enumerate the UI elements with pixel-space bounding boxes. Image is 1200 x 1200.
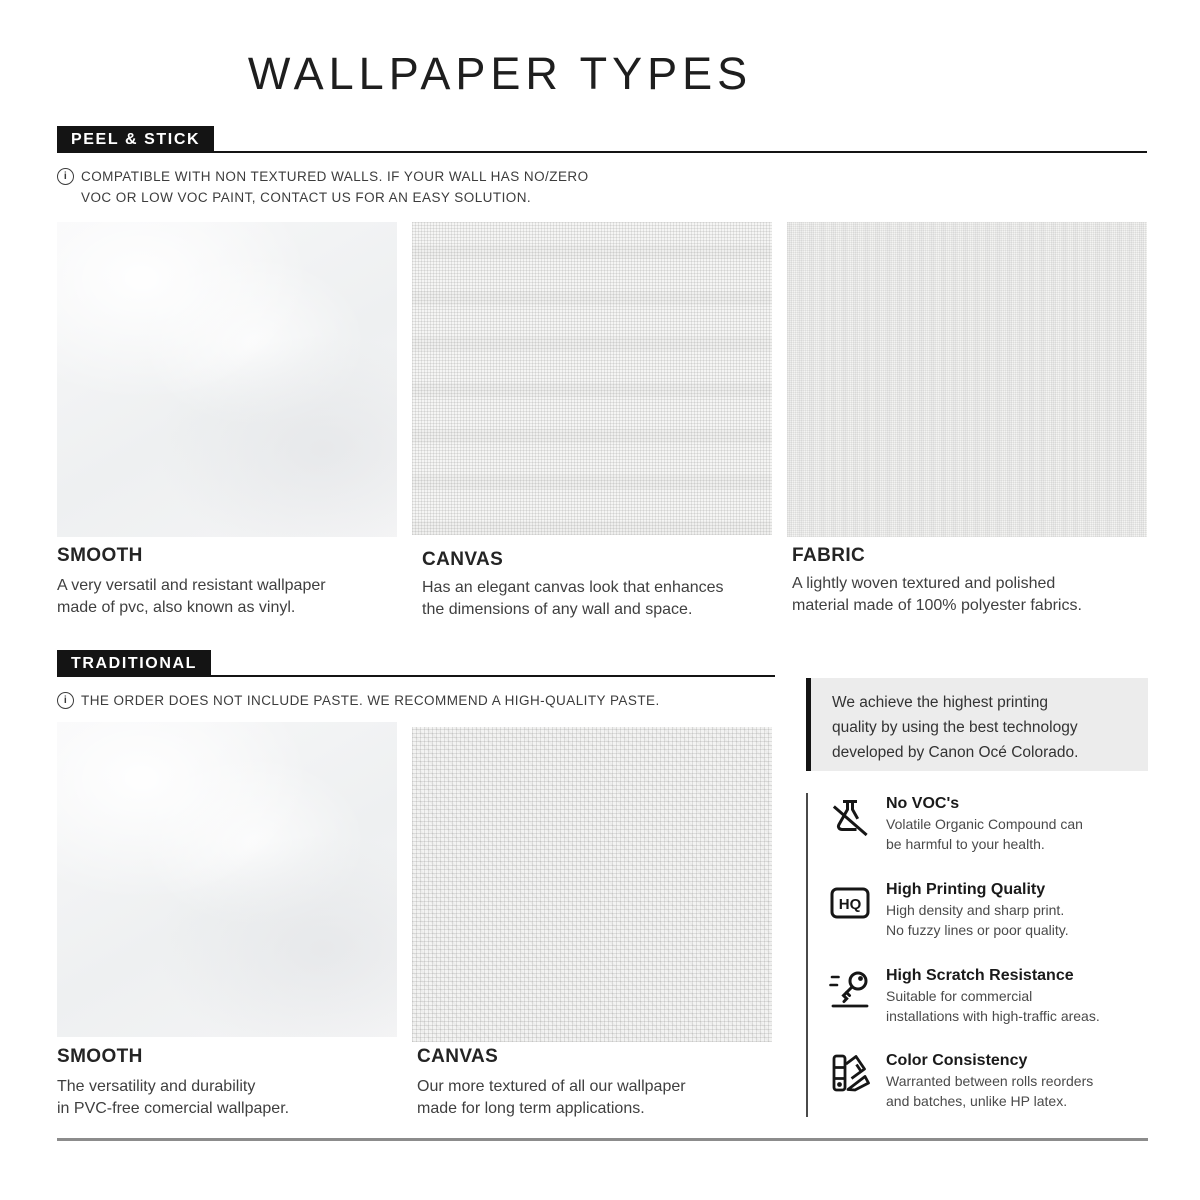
feature-text [886, 965, 1100, 1026]
info-icon: i [57, 692, 74, 709]
swatch-peel-canvas [412, 222, 772, 535]
desc-line: made for long term applications. [417, 1100, 645, 1117]
desc-line: material made of 100% polyester fabrics. [792, 597, 1082, 614]
peel-stick-divider [57, 151, 1147, 153]
quote-line: quality by using the best technology [832, 719, 1078, 736]
swatch-peel-fabric [787, 222, 1147, 537]
feature-desc [886, 986, 1100, 1026]
desc-line: A lightly woven textured and polished [792, 575, 1056, 592]
desc-line: A very versatil and resistant wallpaper [57, 577, 326, 594]
quote-line: developed by Canon Océ Colorado. [832, 744, 1079, 761]
feature-desc [886, 900, 1069, 940]
desc-line: No fuzzy lines or poor quality. [886, 922, 1069, 938]
swatch-label-fabric: FABRIC [792, 545, 866, 566]
features-vertical-rule [806, 793, 808, 1117]
desc-line: Suitable for commercial [886, 988, 1033, 1004]
bottom-divider [57, 1138, 1148, 1141]
desc-line: and batches, unlike HP latex. [886, 1093, 1068, 1109]
desc-line: Our more textured of all our wallpaper [417, 1078, 686, 1095]
no-voc-flask-icon [828, 794, 874, 840]
swatch-label-canvas-2: CANVAS [417, 1046, 499, 1067]
desc-line: the dimensions of any wall and space. [422, 601, 693, 618]
traditional-section-label: TRADITIONAL [57, 650, 211, 677]
swatch-label-smooth: SMOOTH [57, 545, 143, 566]
peel-stick-section-label: PEEL & STICK [57, 126, 214, 153]
scratched-key-icon [828, 966, 874, 1012]
swatch-label-smooth-2: SMOOTH [57, 1046, 143, 1067]
swatch-traditional-smooth [57, 722, 397, 1037]
hq-badge-icon [828, 880, 874, 926]
note-text [81, 166, 589, 208]
quote-line: We achieve the highest printing [832, 694, 1048, 711]
feature-title: High Scratch Resistance [886, 967, 1074, 984]
peel-stick-note [57, 166, 677, 208]
svg-text:HQ: HQ [838, 896, 862, 913]
info-icon: i [57, 168, 74, 185]
swatch-desc-smooth [57, 575, 326, 619]
feature-no-voc [828, 793, 1158, 854]
swatch-label-canvas: CANVAS [422, 549, 504, 570]
desc-line: be harmful to your health. [886, 836, 1045, 852]
feature-text [886, 879, 1069, 940]
feature-text [886, 793, 1083, 854]
feature-title: No VOC's [886, 795, 960, 812]
page-title: WALLPAPER TYPES [247, 48, 753, 99]
swatch-desc-canvas [422, 577, 724, 621]
swatch-desc-canvas-2 [417, 1076, 686, 1120]
feature-text [886, 1050, 1093, 1111]
note-line: COMPATIBLE WITH NON TEXTURED WALLS. IF YOUR WALL HAS NO/ZERO [81, 169, 589, 184]
desc-line: in PVC-free comercial wallpaper. [57, 1100, 290, 1117]
note-text: THE ORDER DOES NOT INCLUDE PASTE. WE RECOMMEND A HIGH-QUALITY PASTE. [81, 693, 660, 708]
feature-title: High Printing Quality [886, 881, 1046, 898]
feature-desc [886, 1071, 1093, 1111]
desc-line: The versatility and durability [57, 1078, 256, 1095]
feature-desc [886, 814, 1083, 854]
note-line: VOC OR LOW VOC PAINT, CONTACT US FOR AN EASY SOLUTION. [81, 190, 532, 205]
desc-line: installations with high-traffic areas. [886, 1008, 1100, 1024]
desc-line: made of pvc, also known as vinyl. [57, 599, 296, 616]
printing-quality-quote [806, 678, 1148, 771]
desc-line: Warranted between rolls reorders [886, 1073, 1094, 1089]
swatch-traditional-canvas [412, 727, 772, 1042]
desc-line: High density and sharp print. [886, 902, 1065, 918]
swatch-desc-smooth-2 [57, 1076, 289, 1120]
feature-high-scratch-resistance [828, 965, 1158, 1026]
feature-title: Color Consistency [886, 1052, 1028, 1069]
desc-line: Has an elegant canvas look that enhances [422, 579, 724, 596]
traditional-note [57, 690, 757, 711]
swatch-desc-fabric [792, 573, 1082, 617]
feature-color-consistency [828, 1050, 1158, 1111]
swatch-peel-smooth [57, 222, 397, 537]
color-swatchbook-icon [828, 1051, 874, 1097]
feature-high-printing-quality [828, 879, 1158, 940]
desc-line: Volatile Organic Compound can [886, 816, 1083, 832]
